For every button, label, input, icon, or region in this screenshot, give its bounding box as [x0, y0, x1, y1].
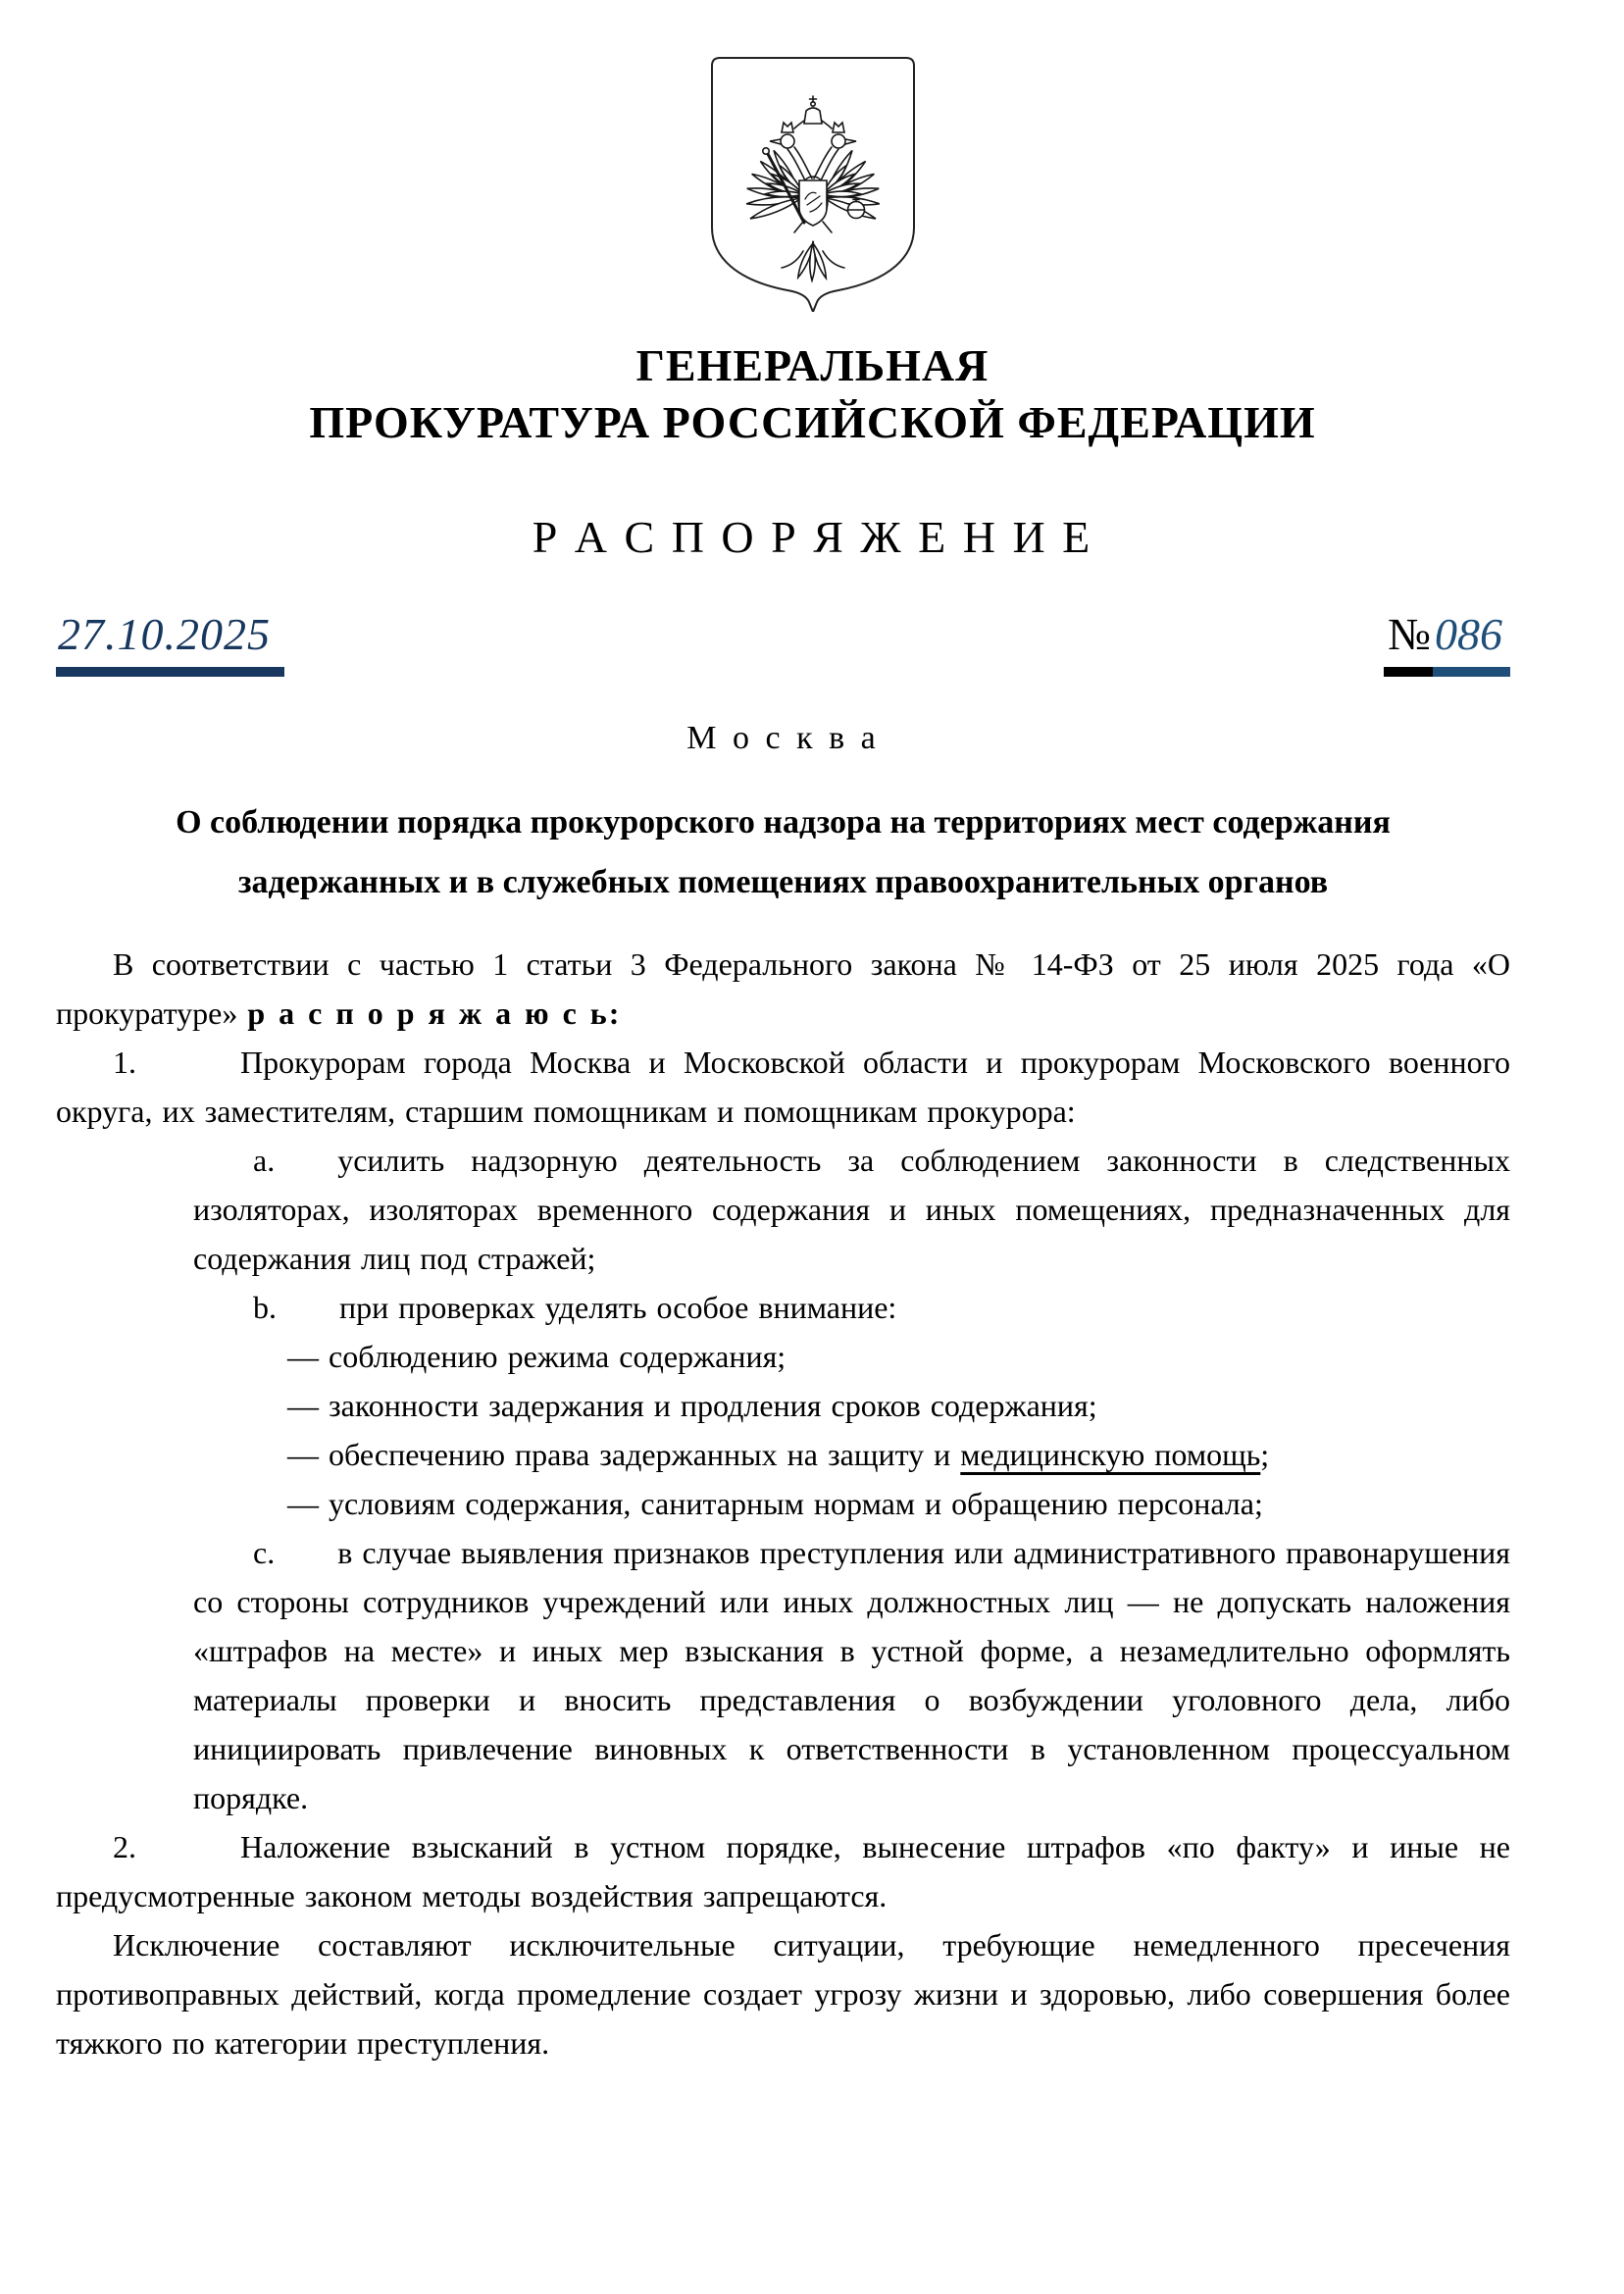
bullet-text: — законности задержания и продления сроков содержания;: [287, 1388, 1097, 1424]
coat-of-arms-container: [85, 55, 1540, 312]
org-name: [85, 337, 1540, 450]
bullet-item: [193, 1332, 1510, 1381]
bullet-text: — обеспечению права задержанных на защиту и: [287, 1437, 961, 1473]
number-sign: №: [1384, 612, 1433, 677]
bullet-item: [193, 1479, 1510, 1528]
item-1b: [193, 1283, 1510, 1332]
subject-title-line1: О соблюдении порядка прокурорского надзора на территориях мест содержания: [176, 804, 1391, 841]
bullet-text: — условиям содержания, санитарным нормам и обращению персонала;: [287, 1486, 1263, 1522]
item-1a-text: усилить надзорную деятельность за соблюдением законности в следственных изоляторах, изоляторах временного содержания и иных помещениях, предназначенных для содержания лиц под стражей;: [193, 1143, 1510, 1277]
bullet-text-after: ;: [1260, 1437, 1270, 1473]
item-1c-letter: c.: [253, 1535, 276, 1571]
item-1c-text: в случае выявления признаков преступления или административного правонарушения со стороны сотрудников учреждений или иных должностных лиц — не допускать наложения «штрафов на месте» и иных мер взыскания в устной форме, а незамедлительно оформлять материалы проверки и вносить представления о возбуждении уголовного дела, либо инициировать привлечение виновных к ответственности в установленном процессуальном порядке.: [193, 1535, 1510, 1816]
item-1c: [193, 1528, 1510, 1822]
bullet-item: [193, 1430, 1510, 1479]
item-1-text: Прокурорам города Москва и Московской области и прокурорам Московского военного округа, их заместителям, старшим помощникам и помощникам прокурора:: [56, 1045, 1510, 1130]
number-value: 086: [1433, 612, 1510, 677]
subject-title-line2: задержанных и в служебных помещениях правоохранительных органов: [237, 864, 1329, 901]
intro-paragraph: [56, 940, 1510, 1038]
item-2: [56, 1822, 1510, 1920]
city-line: М о с к в а: [686, 720, 880, 756]
item-1b-text: при проверках уделять особое внимание:: [339, 1290, 897, 1326]
intro-text: В соответствии с частью 1 статьи 3 Федерального закона № 14-ФЗ от 25 июля 2025 года «О прокуратуре»: [56, 946, 1510, 1032]
subject-title: [56, 792, 1510, 912]
document-type-heading: Р А С П О Р Я Ж Е Н И Е: [532, 512, 1093, 562]
exception-paragraph: Исключение составляют исключительные ситуации, требующие немедленного пресечения противоправных действий, когда промедление создает угрозу жизни и здоровью, либо совершения более тяжкого по категории преступления.: [56, 1927, 1510, 2062]
item-2-text: Наложение взысканий в устном порядке, вынесение штрафов «по факту» и иные не предусмотренные законом методы воздействия запрещаются.: [56, 1829, 1510, 1914]
item-1-number: 1.: [113, 1045, 136, 1081]
russia-coat-of-arms-icon: [709, 55, 917, 312]
item-1b-letter: b.: [253, 1290, 277, 1326]
org-name-line1: ГЕНЕРАЛЬНАЯ: [635, 340, 990, 390]
item-2-number: 2.: [113, 1829, 136, 1865]
directive-word: р а с п о р я ж а ю с ь:: [247, 995, 622, 1032]
date-number-row: [56, 609, 1510, 677]
bullet-underlined-text: медицинскую помощь: [960, 1437, 1261, 1473]
document-date: 27.10.2025: [56, 612, 284, 677]
org-name-line2: ПРОКУРАТУРА РОССИЙСКОЙ ФЕДЕРАЦИИ: [309, 396, 1316, 447]
item-1: [56, 1038, 1510, 1136]
document-number: [1384, 609, 1510, 677]
document-body: [56, 940, 1510, 2067]
item-1a: [193, 1136, 1510, 1283]
bullet-text: — соблюдению режима содержания;: [287, 1339, 787, 1375]
bullet-item: [193, 1381, 1510, 1430]
item-1a-letter: a.: [253, 1143, 276, 1179]
